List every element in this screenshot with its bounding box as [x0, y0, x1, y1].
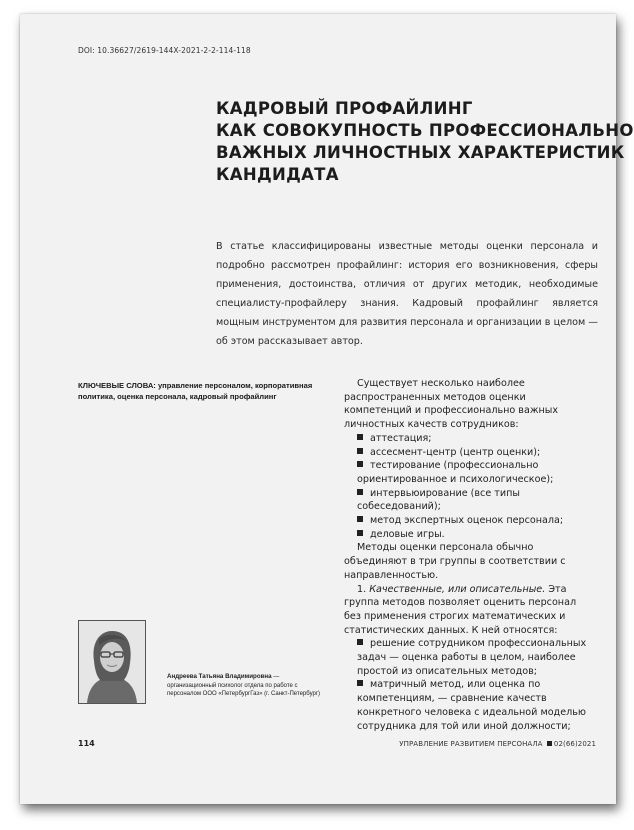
- list-item: тестирование (профессионально ориентированное и психологическое);: [357, 460, 554, 485]
- title-line: ВАЖНЫХ ЛИЧНОСТНЫХ ХАРАКТЕРИСТИК: [216, 143, 625, 162]
- bullet-square-icon: [357, 434, 363, 440]
- journal-footer: [399, 740, 596, 748]
- title-line: КАНДИДАТА: [216, 165, 339, 184]
- body-paragraph: 1. Качественные, или описательные. Эта группа методов позволяет оценить персонал без применения строгих математических и статистических данных. К ней относятся:: [344, 583, 577, 636]
- bullet-square-icon: [357, 448, 363, 454]
- author-name: Андреева Татьяна Владимировна: [167, 673, 272, 680]
- list-item: решение сотрудником профессиональных задач — оценка работы в целом, наиболее простой из описательных методов;: [357, 638, 587, 677]
- author-photo: [78, 620, 146, 704]
- bullet-square-icon: [357, 530, 363, 536]
- list-item: аттестация;: [344, 432, 594, 446]
- page-number: 114: [78, 739, 95, 748]
- abstract: В статье классифицированы известные методы оценки персонала и подробно рассмотрен профайлинг: история его возникновения, сферы применения, достоинства, отличия от других методик, необходимые специалисту-профайлеру знания. Кадровый профайлинг является мощным инструментом для развития персонала и организации в целом — об этом рассказывает автор.: [216, 241, 598, 347]
- separator-square-icon: [547, 741, 552, 746]
- title-line: КАДРОВЫЙ ПРОФАЙЛИНГ: [216, 99, 473, 118]
- body-paragraph: Существует несколько наиболее распространенных методов оценки компетенций и профессионально важных личностных качеств сотрудников:: [344, 378, 558, 431]
- group-title: Качественные, или описательные.: [369, 583, 546, 595]
- doi-line: DOI: 10.36627/2619-144X-2021-2-2-114-118: [78, 46, 251, 55]
- bullet-square-icon: [357, 461, 363, 467]
- title-line: КАК СОВОКУПНОСТЬ ПРОФЕССИОНАЛЬНО: [216, 121, 634, 140]
- list-item: матричный метод, или оценка по компетенциям, — сравнение качеств конкретного человека с идеальной моделью сотрудника для той или иной должности;: [357, 679, 586, 732]
- list-item: интервьюирование (все типы собеседований);: [357, 487, 520, 513]
- bullet-square-icon: [357, 639, 363, 645]
- article-body: [344, 377, 594, 733]
- list-item: ассесмент-центр (центр оценки);: [344, 446, 594, 460]
- author-description: — организационный психолог отдела по работе с персоналом ООО «ПетербургГаз» (г. Санкт-Петербург): [167, 674, 321, 698]
- bullet-square-icon: [357, 680, 363, 686]
- list-item: метод экспертных оценок персонала;: [344, 514, 594, 528]
- body-paragraph: Методы оценки персонала обычно объединяют в три группы в соответствии с направленностью.: [344, 542, 566, 581]
- journal-issue: 02(66)2021: [553, 740, 596, 748]
- author-portrait-icon: [79, 621, 145, 703]
- journal-page: [20, 14, 634, 804]
- bullet-square-icon: [357, 489, 363, 495]
- bullet-square-icon: [357, 516, 363, 522]
- list-item: деловые игры.: [344, 528, 594, 542]
- article-title: [216, 98, 634, 186]
- author-info: [167, 673, 327, 699]
- journal-name: УПРАВЛЕНИЕ РАЗВИТИЕМ ПЕРСОНАЛА: [399, 740, 543, 748]
- keywords: КЛЮЧЕВЫЕ СЛОВА: управление персоналом, корпоративная политика, оценка персонала, кадровый профайлинг: [78, 381, 313, 401]
